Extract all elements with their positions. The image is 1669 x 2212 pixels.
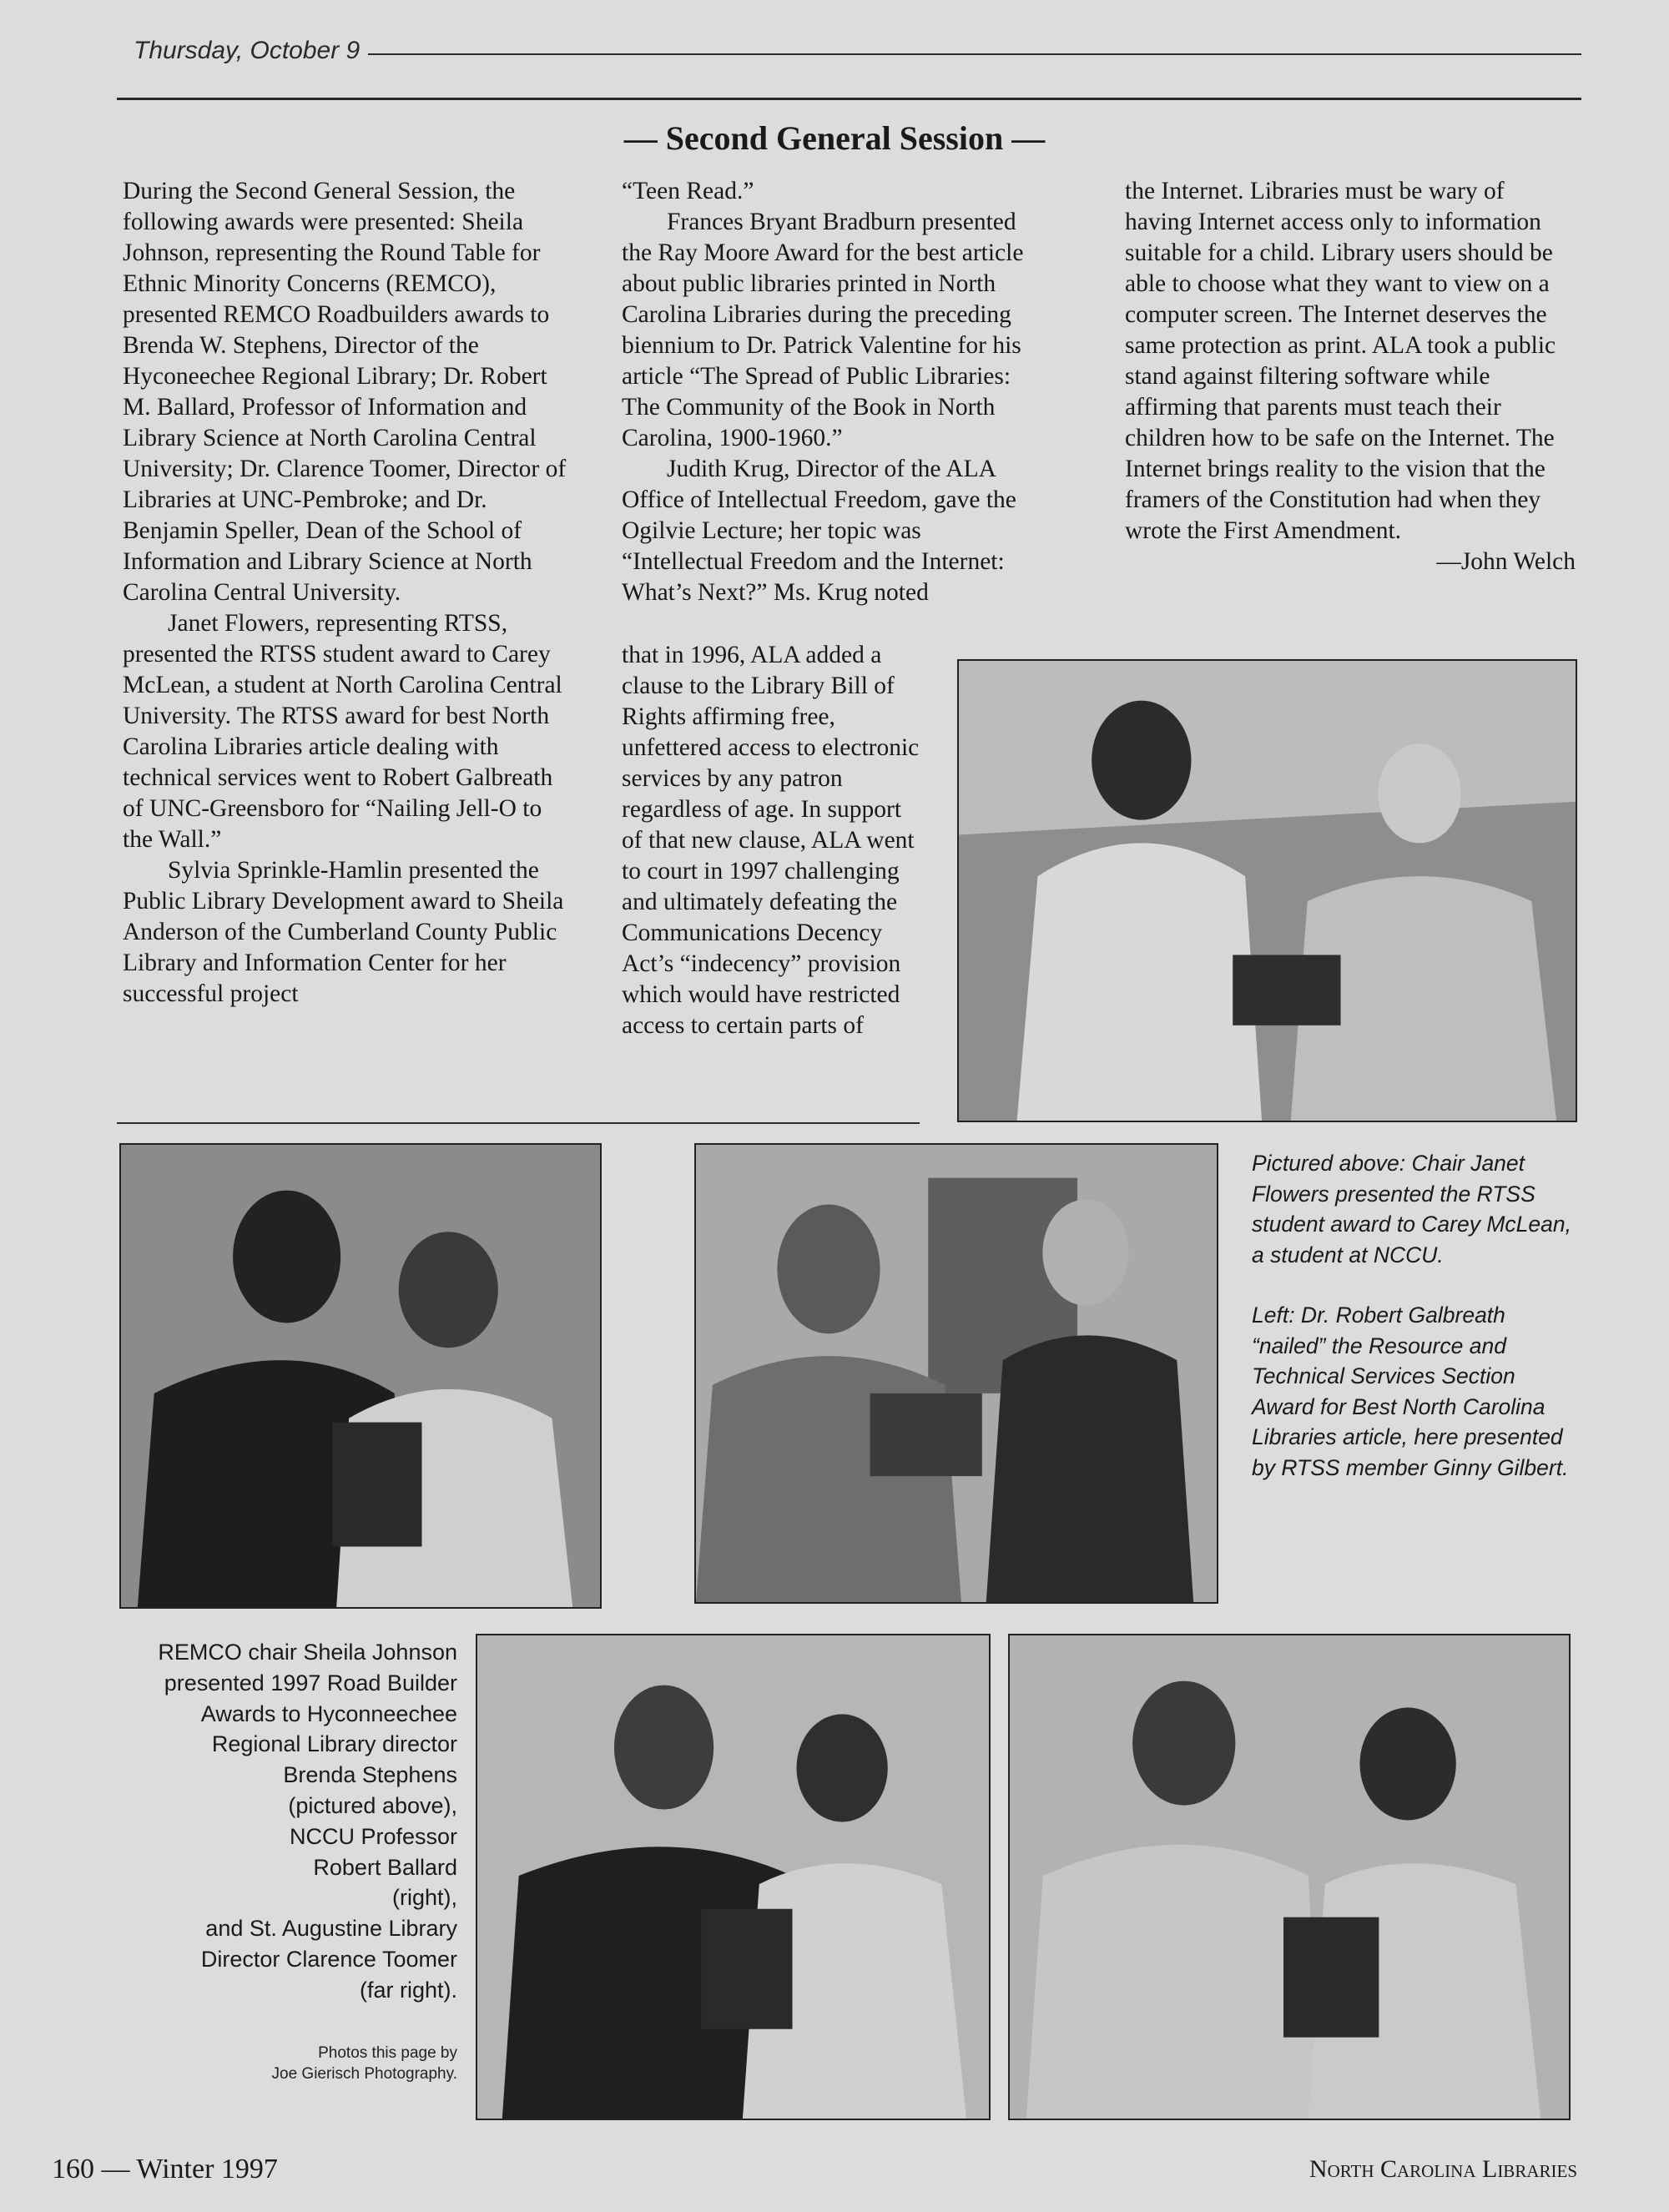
article-column-2-continued: [622, 640, 926, 1041]
photo-credit: [200, 2043, 457, 2084]
caption-line: (right),: [391, 1885, 457, 1911]
section-title: [0, 118, 1669, 158]
article-paragraph: that in 1996, ALA added a clause to the Library Bill of Rights affirming free, unfettered access to electronic services by any patron regardless of age. In support of that new clause, ALA went to court in 1997 challenging and ultimately defeating the Communications Decency Act’s “indecency” provision which would have restricted access to certain parts of: [622, 642, 920, 1039]
article-bottom-rule: [117, 1122, 920, 1124]
photo-credit-line: Joe Gierisch Photography.: [271, 2065, 457, 2083]
caption-line: NCCU Professor: [289, 1823, 457, 1849]
photo-galbreath-award: [694, 1143, 1218, 1604]
photo-credit-line: Photos this page by: [318, 2044, 457, 2062]
article-paragraph: the Internet. Libraries must be wary of having Internet access only to information suitable for a child. Library users should be able to choose what they want to view on a computer screen. The Internet deserves the same protection as print. ALA took a public stand against filtering software while affirming that parents must teach their children how to be safe on the Internet. The Internet brings reality to the vision that the framers of the Constitution had when they wrote the First Amendment.: [1125, 178, 1556, 544]
article-column-2: [622, 176, 1046, 608]
caption-galbreath: Left: Dr. Robert Galbreath “nailed” the Resource and Technical Services Section Award for Best North Carolina Libraries article, here presented by RTSS member Ginny Gilbert.: [1252, 1303, 1569, 1480]
photo-remco-ballard: [476, 1634, 991, 2120]
article-paragraph: During the Second General Session, the following awards were presented: Sheila Johnson, representing the Round Table for Ethnic Minority Concerns (REMCO), presented REMCO Roadbuilders awards to Brenda W. Stephens, Director of the Hyconeechee Regional Library; Dr. Robert M. Ballard, Professor of Information and Library Science at North Carolina Central University; Dr. Clarence Toomer, Director of Libraries at UNC-Pembroke; and Dr. Benjamin Speller, Dean of the School of Information and Library Science at North Carolina Central University.: [123, 178, 567, 606]
photo-remco-stephens: [119, 1143, 602, 1609]
photo-rtss-award: [957, 659, 1577, 1122]
caption-line: (far right).: [359, 1977, 457, 2003]
caption-line: REMCO chair Sheila Johnson: [158, 1640, 457, 1665]
caption-line: Brenda Stephens: [283, 1762, 457, 1788]
photo-remco-toomer: [1008, 1634, 1571, 2120]
article-paragraph: Judith Krug, Director of the ALA Office of Intellectual Freedom, gave the Ogilvie Lecture; her topic was “Intellectual Freedom and the Internet: What’s Next?” Ms. Krug noted: [622, 456, 1016, 606]
caption-line: (pictured above),: [288, 1792, 457, 1818]
caption-line: presented 1997 Road Builder: [164, 1670, 457, 1696]
caption-remco: [117, 1637, 457, 2006]
article-paragraph: Janet Flowers, representing RTSS, presented the RTSS student award to Carey McLean, a student at North Carolina Central University. The RTSS award for best North Carolina Libraries article dealing with technical services went to Robert Galbreath of UNC-Greensboro for “Nailing Jell-O to the Wall.”: [123, 610, 562, 853]
article-paragraph: Sylvia Sprinkle-Hamlin presented the Public Library Development award to Sheila Anderson of the Cumberland County Public Library and Information Center for her successful project: [123, 857, 564, 1007]
article-column-3: [1125, 176, 1576, 577]
footer-page-issue: 160 — Winter 1997: [52, 2154, 278, 2184]
caption-line: Awards to Hyconneechee: [200, 1701, 457, 1726]
caption-line: Director Clarence Toomer: [200, 1946, 457, 1972]
caption-line: Robert Ballard: [313, 1854, 457, 1880]
header-date: Thursday, October 9: [125, 37, 368, 65]
article-paragraph: “Teen Read.”: [622, 178, 754, 204]
article-paragraph: Frances Bryant Bradburn presented the Ray Moore Award for the best article about public libraries printed in North Carolina Libraries during the preceding biennium to Dr. Patrick Valentine for his article “The Spread of Public Libraries: The Community of the Book in North Carolina, 1900-1960.”: [622, 209, 1024, 451]
footer-publication: North Carolina Libraries: [1308, 2155, 1577, 2183]
section-title-text: — Second General Session —: [611, 119, 1058, 157]
section-top-rule: [117, 98, 1581, 100]
caption-line: and St. Augustine Library: [205, 1916, 457, 1942]
caption-rtss: Pictured above: Chair Janet Flowers presented the RTSS student award to Carey McLean, a student at NCCU.: [1252, 1151, 1571, 1267]
caption-right: [1252, 1148, 1577, 1513]
article-signature: —John Welch: [1436, 548, 1576, 575]
caption-line: Regional Library director: [211, 1731, 457, 1757]
article-column-1: [123, 176, 573, 1010]
